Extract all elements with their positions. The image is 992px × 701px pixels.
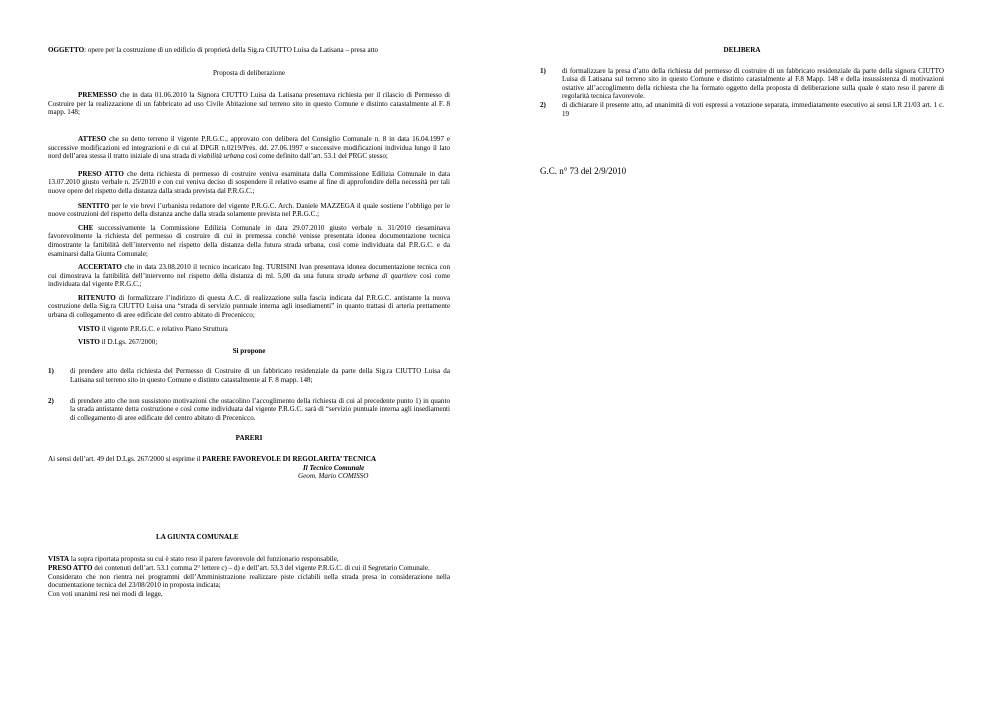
delibera-text: di formalizzare la presa d’atto della richiesta del permesso di costruire di un fabbricato residenziale da parte della signora CIUTTO Luisa di Latisana sul terreno sito in questo Comune e distinto catastalmente al F.8 Mapp. 148 e della insussistenza di motivazioni ostative all’accoglimento della richiesta che ha formato oggetto della proposta di deliberazione sulla quale è stato reso il parere di regolarità tecnica favorevole. xyxy=(562,66,944,101)
council-text: dei contenuti dell’art. 53.1 comma 2° lettere c) – d) e dell’art. 53.3 del vigente P.R.G.C. di cui il Segretario Comunale. xyxy=(92,563,430,572)
council-lead: VISTA xyxy=(48,555,70,564)
paragraph-text: che in data 23.08.2010 il tecnico incaricato Ing. TURISINI Ivan presentava idonea documentazione tecnica con cui dimostrava la fattibilità dell’intervento nel rispetto della distanza di ml. 5,00 da una futura xyxy=(48,263,450,280)
paragraph-accertato xyxy=(48,263,450,289)
paragraph-visto-dlgs xyxy=(48,338,450,347)
subject-label: OGGETTO xyxy=(48,46,85,54)
proposal-number: 1) xyxy=(48,367,54,376)
paragraph-sentito xyxy=(48,202,450,219)
paragraph-premesso xyxy=(48,91,450,117)
proposal-item xyxy=(48,397,450,423)
paragraph-text: successivamente la Commissione Edilizia Comunale in data 29.07.2010 giusto verbale n. 31/2010 riesaminava favorevolmente la richiesta del permesso di costruire di cui in premessa conchè venisse presentata idonea documentazione tecnica dimostrante la fattibilità dell’intervento nel rispetto della distanza della futura strada urbana, così come individuata dal P.R.G.C. e da esaminarsi dalla Giunta Comunale; xyxy=(48,223,450,258)
paragraph-text: che in data 01.06.2010 la Signora CIUTTO Luisa da Latisana presentava richiesta per il rilascio di Permesso di Costruire per la realizzazione di un fabbricato ad uso Civile Abitazione sul terreno sito in questo Comune e distinto catastalmente al F. 8 mapp. 148; xyxy=(48,91,450,117)
paragraph-lead: PREMESSO xyxy=(78,91,118,100)
paragraph-lead: ACCERTATO xyxy=(78,263,122,272)
paragraph-text: il D.Lgs. 267/2000; xyxy=(99,338,158,347)
opinions-title: PARERI xyxy=(235,434,263,443)
delibera-item xyxy=(540,101,944,118)
council-text: la sopra riportata proposta su cui è stato reso il parere favorevole del funzionario responsabile, xyxy=(69,555,339,564)
paragraph-preso-atto xyxy=(48,170,450,196)
paragraph-lead: PRESO ATTO xyxy=(78,169,124,178)
paragraph-text: che detta richiesta di permesso di costruire veniva esaminata dalla Commissione Edilizia Comunale in data 13.07.2010 giusto verbale n. 25/2010 e con cui veniva deciso di sospendere il relativo esame al fine di approfondire della necessità per tali nuove opere del rispetto della distanza dalla strada prevista dal P.R.G.C.; xyxy=(48,169,450,195)
subject-text: : opere per la costruzione di un edificio di proprietà della Sig.ra CIUTTO Luisa da Latisana – presa atto xyxy=(84,46,379,54)
paragraph-lead: SENTITO xyxy=(78,201,110,210)
paragraph-atteso xyxy=(48,135,450,161)
council-line xyxy=(48,564,450,573)
paragraph-italic: strada urbana di quartiere xyxy=(336,271,417,280)
left-column xyxy=(48,46,450,598)
paragraph-text: così come individuata dal vigente P.R.G.C.; xyxy=(48,271,450,289)
signer-name: Geom. Mario COMISSO xyxy=(298,472,369,481)
paragraph-ritenuto xyxy=(48,294,450,320)
opinion-text: Ai sensi dell’art. 49 del D.Lgs. 267/2000 si esprime il xyxy=(48,455,203,463)
council-line xyxy=(48,555,450,564)
proposal-text: di prendere atto della richiesta del Permesso di Costruire di un fabbricato residenziale da parte della Sig.ra CIUTTO Luisa da Latisana sul terreno sito in questo Comune e distinto catastalmente al F. 8 mapp. 148; xyxy=(70,367,450,385)
delibera-number: 2) xyxy=(540,100,546,109)
delibera-item xyxy=(540,67,944,101)
paragraph-lead: ATTESO xyxy=(78,134,107,143)
council-text: Considerato che non rientra nei programmi dell’Amministrazione realizzare piste ciclabili nella strada presa in considerazione nella documentazione tecnica del 23/08/2010 in proposta indicata; xyxy=(48,572,450,590)
proposes-title: Si propone xyxy=(232,346,266,355)
delibera-number: 1) xyxy=(540,66,546,75)
paragraph-italic: viabilità urbana xyxy=(198,152,245,161)
paragraph-text: così come definito dall’art. 53.1 del PRGC stesso; xyxy=(244,152,388,161)
proposal-title: Proposta di deliberazione xyxy=(212,68,286,77)
subject-line xyxy=(48,46,450,55)
council-line xyxy=(48,573,450,590)
paragraph-text: di formalizzare l’indirizzo di questa A.C. di realizzazione sulla fascia indicata dal P.R.G.C. antistante la nuova costruzione della Sig.ra CIUTTO Luisa una “strada di servizio puntuale interna agli insediamenti” in quanto trattasi di arteria prettamente urbana di collegamento di aree edificate del centro abitato di Precenicco; xyxy=(48,293,450,320)
paragraph-lead: RITENUTO xyxy=(78,293,116,302)
proposal-number: 2) xyxy=(48,396,54,405)
delibera-title: DELIBERA xyxy=(723,46,761,54)
signer-role: Il Tecnico Comunale xyxy=(303,463,365,472)
paragraph-text: per le vie brevi l’urbanista redattore del vigente P.R.G.C. Arch. Daniele MAZZEGA il quale sostiene l’obbligo per le nuove costruzioni del rispetto della distanza anche dalla strada solamente prevista nel P.R.G.C.; xyxy=(48,201,450,219)
council-text: Con voti unanimi resi nei modi di legge, xyxy=(48,589,163,598)
paragraph-lead: VISTO xyxy=(78,324,100,333)
paragraph-lead: CHE xyxy=(78,223,94,232)
proposal-item xyxy=(48,367,450,384)
paragraph-visto-prgc xyxy=(48,325,450,334)
opinion-line xyxy=(48,455,450,464)
paragraph-text: che su detto terreno il vigente P.R.G.C., approvato con delibera del Consiglio Comunale n. 8 in data 16.04.1997 e successive modificazioni ed integrazioni e di cui al DPGR n.0219/Pres. dd. 27.06.1997 e successive modificazioni individua lungo il lato nord dell’area stessa il tratto iniziale di una strada di xyxy=(48,134,450,161)
delibera-text: di dichiarare il presente atto, ad unanimità di voti espressi a votazione separata, immediatamente esecutivo ai sensi LR 21/03 art. 1 c. 19 xyxy=(562,100,944,118)
proposal-text: di prendere atto che non sussistono motivazioni che ostacolino l’accoglimento della richiesta di cui al precedente punto 1) in quanto la strada antistante detta costruzione e così come individuata dal vigente P.R.G.C. sarà di “servizio puntuale interna agli insediamenti di collegamento di aree edificate del centro abitato di Precenicco. xyxy=(70,396,450,422)
deliberation-reference: G.C. n° 73 del 2/9/2010 xyxy=(540,166,627,177)
opinion-verdict: PARERE FAVOREVOLE DI REGOLARITA’ TECNICA xyxy=(202,455,377,463)
council-lead: PRESO ATTO xyxy=(48,563,93,572)
paragraph-che xyxy=(48,224,450,258)
paragraph-lead: VISTO xyxy=(78,338,100,347)
paragraph-text: il vigente P.R.G.C. e relativo Piano Struttura xyxy=(99,324,228,333)
council-line xyxy=(48,590,450,599)
right-column xyxy=(540,46,944,177)
council-title: LA GIUNTA COMUNALE xyxy=(156,532,239,541)
